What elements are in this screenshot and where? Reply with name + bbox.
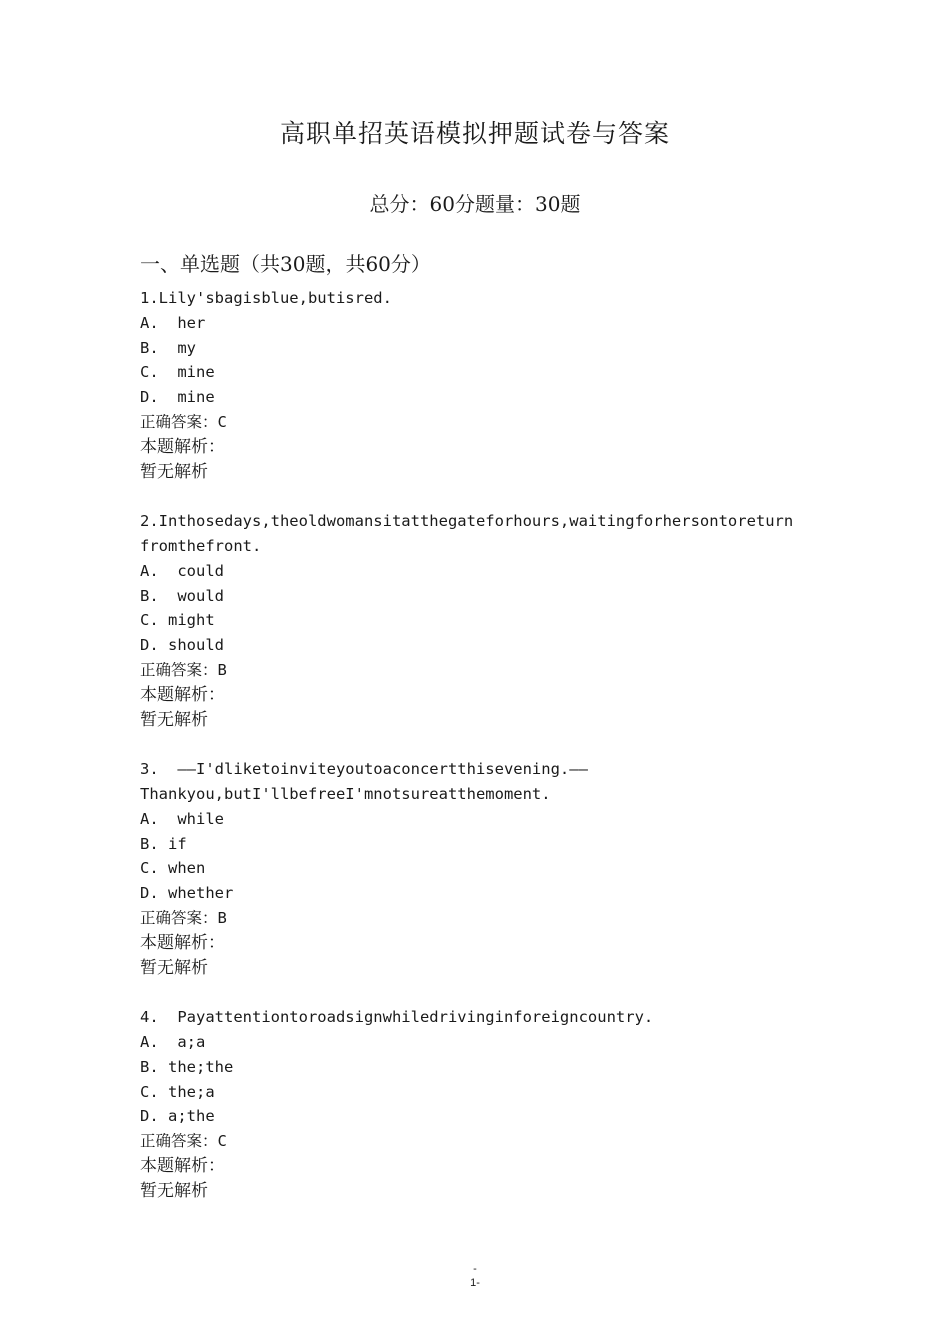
option-b: B. would xyxy=(140,586,224,605)
question-stem-continued: Thankyou,butI'llbefreeI'mnotsureatthemoment. xyxy=(140,784,551,803)
analysis-text: 暂无解析 xyxy=(140,709,208,730)
question-2 xyxy=(140,509,830,732)
question-1 xyxy=(140,286,830,484)
question-stem: 2.Inthosedays,theoldwomansitatthegateforhours,waitingforhersontoreturn xyxy=(140,512,794,531)
option-b: B. if xyxy=(140,834,187,853)
option-a: A. a;a xyxy=(140,1032,206,1051)
option-b: B. the;the xyxy=(140,1057,234,1076)
option-d: D. a;the xyxy=(140,1107,215,1126)
option-d: D. should xyxy=(140,636,224,655)
option-d: D. mine xyxy=(140,388,215,407)
correct-answer: 正确答案：C xyxy=(140,412,227,431)
analysis-label: 本题解析： xyxy=(140,684,225,705)
option-c: C. mine xyxy=(140,363,215,382)
analysis-text: 暂无解析 xyxy=(140,957,208,978)
score-summary: 总分：60分题量：30题 xyxy=(369,192,581,216)
correct-answer: 正确答案：B xyxy=(140,908,227,927)
question-stem: 3. ——I'dliketoinviteyoutoaconcertthisevening.—— xyxy=(140,760,588,779)
page-number: 1- xyxy=(470,1277,480,1289)
analysis-label: 本题解析： xyxy=(140,436,225,457)
page-title: 高职单招英语模拟押题试卷与答案 xyxy=(279,119,670,148)
option-a: A. could xyxy=(140,561,224,580)
option-c: C. when xyxy=(140,859,206,878)
analysis-label: 本题解析： xyxy=(140,932,225,953)
analysis-text: 暂无解析 xyxy=(140,1180,208,1201)
correct-answer: 正确答案：B xyxy=(140,660,227,679)
option-b: B. my xyxy=(140,338,196,357)
question-4 xyxy=(140,1005,830,1203)
footer-dash: - xyxy=(473,1263,477,1275)
section-heading: 一、单选题（共30题，共60分） xyxy=(140,252,431,276)
option-a: A. while xyxy=(140,809,224,828)
analysis-label: 本题解析： xyxy=(140,1155,225,1176)
page-footer xyxy=(0,1262,950,1290)
question-3 xyxy=(140,757,830,980)
question-list xyxy=(140,286,830,1228)
correct-answer: 正确答案：C xyxy=(140,1132,227,1151)
option-c: C. might xyxy=(140,611,215,630)
option-c: C. the;a xyxy=(140,1082,215,1101)
question-stem: 1.Lily'sbagisblue,butisred. xyxy=(140,289,392,307)
option-d: D. whether xyxy=(140,884,234,903)
analysis-text: 暂无解析 xyxy=(140,461,208,482)
question-stem: 4. Payattentiontoroadsignwhiledrivinginforeigncountry. xyxy=(140,1008,654,1027)
question-stem-continued: fromthefront. xyxy=(140,536,262,555)
option-a: A. her xyxy=(140,313,206,332)
